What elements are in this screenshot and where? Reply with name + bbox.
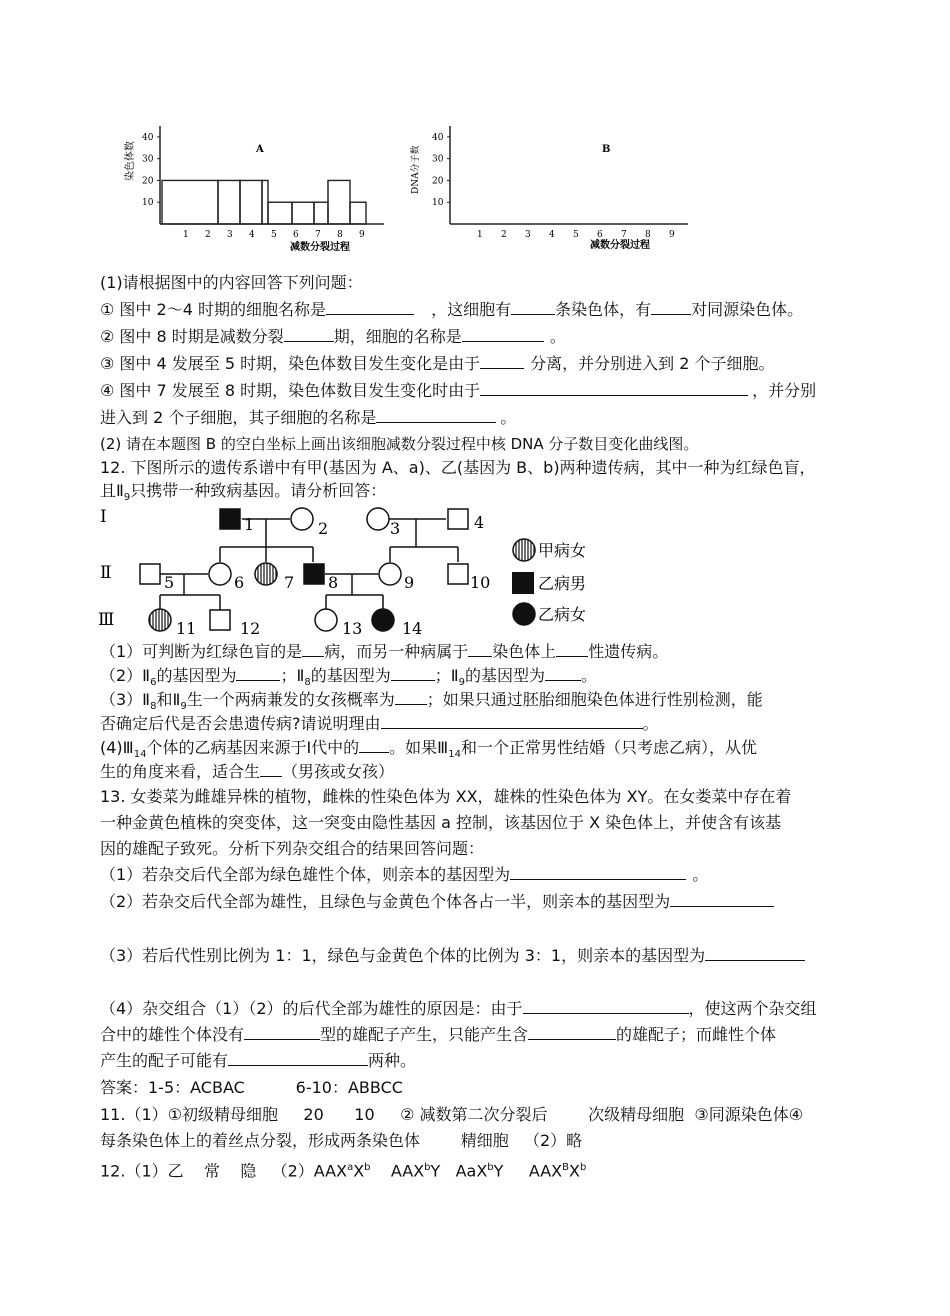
- q13-p4e: 的雄配子；而雌性个体: [616, 1025, 777, 1044]
- pedigree-II9-female: [379, 563, 401, 585]
- blank-q13-gamete-type[interactable]: [244, 1023, 320, 1040]
- q11-line5: [100, 406, 860, 429]
- blank-genotype-II8[interactable]: [391, 664, 435, 681]
- chart-a-ytick-label: 30: [142, 154, 154, 165]
- ans-a4a: 12.（1）乙 常 隐 （2）AAX: [100, 1161, 348, 1181]
- q12-p4c: 。如果Ⅲ: [389, 738, 449, 757]
- meiosis-charts: [112, 118, 702, 263]
- pedigree-id-12: 12: [240, 619, 261, 638]
- chart-b-ytick-label: 30: [432, 154, 444, 165]
- chart-a-xtick-label: 9: [359, 230, 365, 240]
- pedigree-id-4: 4: [474, 513, 485, 532]
- q11-l2c: 。: [549, 327, 566, 346]
- q13-p4b: ，使这两个杂交组: [688, 999, 817, 1018]
- pedigree-III13-female: [315, 609, 337, 631]
- blank-genotype-II6[interactable]: [236, 664, 280, 681]
- gen-label-I: Ⅰ: [100, 507, 107, 527]
- q11-l1b: ，这细胞有: [431, 300, 512, 319]
- chart-a-title: A: [256, 144, 264, 155]
- chart-a-xtick-label: 3: [227, 230, 233, 240]
- chart-a: [123, 126, 384, 253]
- chart-b-xtick-label: 3: [525, 230, 531, 240]
- q12-p4s1: 14: [133, 749, 147, 761]
- q11-line2: [100, 325, 860, 348]
- pedigree-II7-affected-female-a: [255, 563, 277, 585]
- q12-p1b: 病，而另一种病属于: [324, 642, 469, 661]
- pedigree-III11-affected-female-a: [149, 609, 171, 631]
- chart-b-xtick-label: 5: [573, 230, 579, 240]
- chart-a-ytick-label: 10: [142, 198, 154, 209]
- chart-b-xtick-label: 8: [645, 230, 651, 240]
- legend-b-male-label: 乙病男: [538, 574, 587, 593]
- chart-b-xtick-label: 9: [669, 230, 675, 240]
- q12-p4e: 生的角度来看，适合生: [100, 762, 261, 781]
- pedigree-id-11: 11: [176, 619, 197, 638]
- q12-p3b: 和Ⅱ: [156, 690, 181, 709]
- blank-q13-female-gametes[interactable]: [228, 1049, 368, 1066]
- q11-intro: (1)请根据图中的内容回答下列问题：: [100, 273, 363, 292]
- legend-b-female-label: 乙病女: [538, 605, 587, 624]
- q12-p2f: 的基因型为: [465, 666, 546, 685]
- ans-sup-b3: b: [487, 1162, 494, 1173]
- blank-sex[interactable]: [260, 760, 282, 777]
- ans-sup-a: a: [347, 1162, 354, 1173]
- chart-a-bar: [328, 180, 350, 224]
- blank-q13-gamete[interactable]: [528, 1023, 616, 1040]
- blank-genotype-II9[interactable]: [545, 664, 581, 681]
- ans-a4f: X: [569, 1161, 580, 1181]
- chart-b-xtick-label: 7: [621, 230, 627, 240]
- chart-a-bar: [350, 202, 366, 224]
- q12-p3e: 否确定后代是否会患遗传病?请说明理由: [100, 714, 381, 733]
- ans-sup-B: B: [562, 1162, 570, 1173]
- blank-colorblind[interactable]: [302, 640, 324, 657]
- blank-chromosome-count[interactable]: [511, 298, 555, 315]
- q13-p4f: 产生的配子可能有: [100, 1051, 229, 1070]
- chart-b: [409, 126, 688, 251]
- blank-probability[interactable]: [395, 688, 427, 705]
- q13-p4-cont1: [100, 1023, 860, 1046]
- q11-l3a: ③ 图中 4 发展至 5 时期，染色体数目发生变化是由于: [100, 354, 481, 373]
- blank-daughter-cell[interactable]: [376, 406, 496, 423]
- blank-reason[interactable]: [381, 712, 643, 729]
- chart-b-xlabel: 减数分裂过程: [590, 240, 650, 251]
- q12-p2d: 的基因型为: [310, 666, 391, 685]
- q12-p3f: 。: [642, 714, 659, 733]
- chart-a-ylabel: 染色体数: [125, 141, 136, 181]
- pedigree-id-5: 5: [164, 573, 175, 592]
- ans-a4d: Y AaX: [430, 1161, 488, 1181]
- chart-b-xtick-label: 1: [477, 230, 483, 240]
- pedigree-II10-male: [448, 564, 468, 584]
- blank-q13-genotype2[interactable]: [670, 890, 774, 907]
- chart-a-xtick-label: 8: [337, 230, 343, 240]
- pedigree-III12-male: [210, 610, 230, 630]
- q13-p1b: 。: [692, 865, 709, 884]
- q11-line1: [100, 298, 860, 321]
- chart-b-xtick-label: 2: [501, 230, 507, 240]
- q12-p4d: 和一个正常男性结婚（只考虑乙病），从优: [460, 738, 757, 757]
- q13-p2: [100, 890, 860, 913]
- q12-p3s2: 9: [180, 701, 187, 713]
- chart-a-xlabel: 减数分裂过程: [290, 242, 350, 253]
- q11-l2a: ② 图中 8 时期是减数分裂: [100, 327, 284, 346]
- ans-a4b: X: [353, 1161, 365, 1181]
- q12-p2s2: 8: [304, 677, 311, 689]
- pedigree-id-7: 7: [284, 573, 295, 592]
- chart-a-bar: [162, 180, 218, 224]
- pedigree-id-2: 2: [318, 519, 329, 538]
- q13-line1: 13. 女娄菜为雌雄异株的植物，雌株的性染色体为 XX，雄株的性染色体为 XY。在女娄菜中存在着: [100, 787, 792, 806]
- q13-p1: [100, 863, 860, 886]
- q12-p1d: 性遗传病。: [588, 642, 669, 661]
- legend-b-female-icon: [513, 603, 535, 625]
- blank-homolog-pairs[interactable]: [651, 298, 691, 315]
- q12-p3a: （3）Ⅱ: [100, 690, 151, 709]
- pedigree-id-3: 3: [390, 519, 401, 538]
- chart-a-xtick-label: 5: [271, 230, 277, 240]
- blank-dominance[interactable]: [556, 640, 588, 657]
- blank-separation[interactable]: [480, 352, 524, 369]
- chart-a-bar: [268, 202, 292, 224]
- q11-line3: [100, 352, 860, 375]
- q11-line4: [100, 379, 860, 402]
- q13-p2: （2）若杂交后代全部为雄性，且绿色与金黄色个体各占一半，则亲本的基因型为: [100, 892, 671, 911]
- chart-a-xtick-label: 2: [205, 230, 211, 240]
- blank-phase[interactable]: [284, 325, 334, 342]
- chart-a-xtick-label: 7: [315, 230, 321, 240]
- q12-p4-cont: [100, 760, 860, 783]
- pedigree-I4-male: [448, 509, 468, 529]
- q13-p4g: 两种。: [368, 1051, 417, 1070]
- q12-l2a: 且Ⅱ: [100, 481, 124, 500]
- chart-a-xtick-label: 1: [183, 230, 189, 240]
- legend-a-female-icon: [513, 539, 535, 561]
- q12-p2b: 的基因型为: [156, 666, 237, 685]
- q12-p2s3: 9: [458, 677, 465, 689]
- q11-l5a: 进入到 2 个子细胞，其子细胞的名称是: [100, 408, 377, 427]
- q11-part2: (2) 请在本题图 B 的空白坐标上画出该细胞减数分裂过程中核 DNA 分子数目变化曲线图。: [100, 435, 699, 453]
- blank-source[interactable]: [359, 736, 389, 753]
- q12-p2c: ；Ⅱ: [280, 666, 305, 685]
- q13-line2: 一种金黄色植株的突变体，这一突变由隐性基因 a 控制，该基因位于 X 染色体上，并使含有该基: [100, 813, 782, 832]
- q12-p3c: 生一个两病兼发的女孩概率为: [186, 690, 395, 709]
- q13-p4: [100, 997, 860, 1020]
- q11-l4b: ，并分别: [752, 381, 817, 400]
- pedigree-id-1: 1: [244, 515, 255, 534]
- blank-q13-genotype1[interactable]: [510, 863, 686, 880]
- q13-line3: 因的雄配子致死。分析下列杂交组合的结果回答问题：: [100, 839, 485, 858]
- q12-p4b: 个体的乙病基因来源于Ⅰ代中的: [146, 738, 360, 757]
- q13-p4a: （4）杂交组合（1）（2）的后代全部为雄性的原因是：由于: [100, 999, 523, 1018]
- q12-line1: 12. 下图所示的遗传系谱中有甲(基因为 A、a)、乙(基因为 B、b)两种遗传病，其中一种为红绿色盲，: [100, 458, 816, 477]
- q11-l3b: 分离，并分别进入到 2 个子细胞。: [530, 354, 775, 373]
- pedigree-id-6: 6: [234, 573, 245, 592]
- chart-b-xtick-label: 4: [549, 230, 555, 240]
- chart-a-ytick-label: 20: [142, 176, 154, 187]
- q13-p3: （3）若后代性别比例为 1：1，绿色与金黄色个体的比例为 3：1，则亲本的基因型为: [100, 946, 706, 965]
- ans-sup-b4: b: [579, 1162, 587, 1173]
- chart-a-ytick-label: 40: [142, 132, 154, 143]
- blank-cell-name-8[interactable]: [462, 325, 544, 342]
- pedigree-chart: [98, 500, 698, 638]
- chart-a-bar: [292, 202, 314, 224]
- q11-l5b: 。: [500, 408, 517, 427]
- q11-l4a: ④ 图中 7 发展至 8 时期，染色体数目发生变化时由于: [100, 381, 481, 400]
- chart-a-bar: [240, 180, 262, 224]
- chart-b-ylabel: DNA分子数: [411, 145, 421, 194]
- pedigree-id-14: 14: [402, 619, 423, 638]
- pedigree-I2-female: [291, 508, 313, 530]
- q13-p4-cont2: [100, 1049, 860, 1072]
- q11-l2b: 期，细胞的名称是: [333, 327, 462, 346]
- blank-cause[interactable]: [480, 379, 748, 396]
- chart-a-xtick-label: 6: [293, 230, 299, 240]
- answers-line4: [100, 1157, 860, 1182]
- answers-line2: 11.（1）①初级精母细胞 20 10 ② 减数第二次分裂后 次级精母细胞 ③同源染色体④: [100, 1105, 804, 1124]
- q12-p3-cont: [100, 712, 860, 735]
- q12-l2b: 只携带一种致病基因。请分析回答：: [130, 481, 387, 500]
- ans-sup-b1: b: [364, 1162, 371, 1173]
- q13-p4d: 型的雄配子产生，只能产生含: [320, 1025, 529, 1044]
- pedigree-id-8: 8: [328, 573, 339, 592]
- gen-label-II: Ⅱ: [100, 563, 112, 583]
- ans-a4c: AAX: [370, 1161, 425, 1181]
- chart-a-bar: [314, 202, 328, 224]
- pedigree-II6-female: [209, 563, 231, 585]
- blank-chromosome-type[interactable]: [468, 640, 492, 657]
- q12-p3s1: 8: [150, 701, 157, 713]
- q13-p1a: （1）若杂交后代全部为绿色雄性个体，则亲本的基因型为: [100, 865, 511, 884]
- q12-p2g: 。: [581, 666, 598, 685]
- pedigree-II8-affected-male-b: [304, 564, 324, 584]
- blank-q13-genotype3[interactable]: [705, 944, 805, 961]
- pedigree-id-13: 13: [342, 619, 363, 638]
- chart-a-bar: [218, 180, 240, 224]
- pedigree-id-10: 10: [470, 573, 491, 592]
- answers-line1: 答案：1-5：ACBAC 6-10：ABBCC: [100, 1078, 403, 1097]
- q12-p2e: ；Ⅱ: [434, 666, 459, 685]
- q12-p1a: （1）可判断为红绿色盲的是: [100, 642, 303, 661]
- answers-line3: 每条染色体上的着丝点分裂，形成两条染色体 精细胞 （2）略: [100, 1131, 583, 1150]
- ans-sup-b2: b: [424, 1162, 431, 1173]
- pedigree-I1-affected-male: [220, 509, 240, 529]
- q12-p1c: 染色体上: [492, 642, 557, 661]
- chart-b-ytick-label: 10: [432, 198, 444, 209]
- q12-p3d: ；如果只通过胚胎细胞染色体进行性别检测，能: [426, 690, 763, 709]
- chart-b-ytick-label: 20: [432, 176, 444, 187]
- q12-l2sub: 9: [123, 492, 131, 504]
- q11-l1a: ① 图中 2～4 时期的细胞名称是: [100, 300, 326, 319]
- q12-p4f: （男孩或女孩）: [282, 762, 395, 781]
- chart-b-xtick-label: 6: [597, 230, 603, 240]
- chart-b-title: B: [602, 144, 611, 155]
- pedigree-III14-affected-female-b: [372, 609, 394, 631]
- q13-p4c: 合中的雄性个体没有: [100, 1025, 245, 1044]
- blank-cell-name[interactable]: [326, 298, 414, 315]
- q12-p2s1: 6: [150, 677, 157, 689]
- pedigree-id-9: 9: [404, 573, 415, 592]
- q11-l1d: 对同源染色体。: [691, 300, 804, 319]
- legend-a-female-label: 甲病女: [538, 541, 587, 560]
- q12-p4a: (4)Ⅲ: [100, 738, 134, 757]
- pedigree-II5-male: [140, 564, 160, 584]
- pedigree-I3-female: [367, 508, 389, 530]
- q12-p4s2: 14: [448, 749, 461, 761]
- q13-p3: [100, 944, 860, 967]
- chart-b-ytick-label: 40: [432, 132, 444, 143]
- legend-b-male-icon: [512, 572, 534, 594]
- q11-l1c: 条染色体，有: [555, 300, 652, 319]
- ans-a4e: Y AAX: [493, 1161, 563, 1181]
- chart-a-bar: [262, 180, 268, 224]
- blank-q13-reason[interactable]: [523, 997, 689, 1014]
- q12-p1: [100, 640, 860, 663]
- gen-label-III: Ⅲ: [98, 610, 115, 630]
- q12-p2a: （2）Ⅱ: [100, 666, 151, 685]
- chart-a-xtick-label: 4: [249, 230, 255, 240]
